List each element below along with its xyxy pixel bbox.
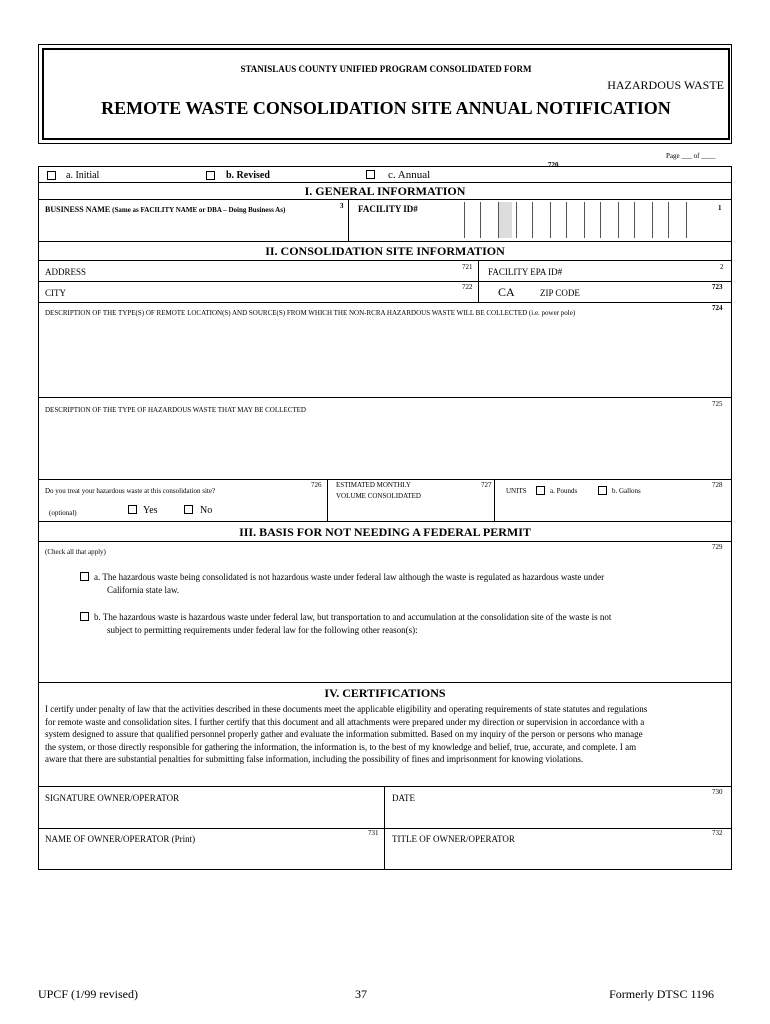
date-label: DATE: [392, 793, 415, 803]
initial-checkbox[interactable]: [47, 171, 56, 180]
other-reasons-input[interactable]: [107, 640, 727, 680]
section-4-title: IV. CERTIFICATIONS: [324, 686, 446, 700]
field-number-728: 728: [712, 481, 723, 489]
annual-checkbox[interactable]: [366, 170, 375, 179]
business-name-label: BUSINESS NAME (Same as FACILITY NAME or DBA – Doing Business As): [45, 205, 286, 214]
pounds-checkbox[interactable]: [536, 486, 545, 495]
revised-label: b. Revised: [226, 170, 270, 181]
divider: [38, 479, 732, 480]
field-number-725: 725: [712, 400, 723, 408]
divider: [38, 397, 732, 398]
field-number-726: 726: [311, 481, 322, 489]
field-number-729: 729: [712, 543, 723, 551]
certification-statement: I certify under penalty of law that the activities described in these documents meet the applicable eligibility and operating requirements of state statutes and regulations for remote waste and consolidation sites. I further certify that this document and all attachments were prepared under my direction or supervision in accordance with a system designed to assure that qualified personnel properly gather and evaluate the information submitted. Based on my inquiry of the person or persons who manage the system, or those directly responsible for gathering the information, the information is, to the best of my knowledge and belief, true, accurate, and complete. I am aware that there are substantial penalties for submitting false information, including the possibility of fines and imprisonment for knowing violations.: [45, 704, 648, 764]
basis-b-text-line-2: subject to permitting requirements under federal law for the following other reason(s):: [107, 625, 418, 635]
field-number-730: 730: [712, 788, 723, 796]
volume-label-line-2: VOLUME CONSOLIDATED: [336, 492, 421, 500]
divider: [38, 521, 732, 522]
owner-name-input[interactable]: [38, 829, 384, 869]
field-number-727: 727: [481, 481, 492, 489]
city-label: CITY: [45, 288, 66, 298]
field-number-2: 2: [720, 263, 724, 271]
state-value: CA: [498, 285, 515, 299]
zip-code-input[interactable]: [580, 282, 730, 302]
field-number-720: 720: [548, 161, 559, 169]
address-label: ADDRESS: [45, 267, 87, 277]
field-number-731: 731: [368, 829, 379, 837]
divider: [327, 479, 328, 521]
section-1-title: I. GENERAL INFORMATION: [304, 184, 466, 198]
facility-id-input[interactable]: [464, 200, 732, 240]
divider: [38, 682, 732, 683]
footer-formerly: Formerly DTSC 1196: [609, 987, 714, 1001]
owner-name-label: NAME OF OWNER/OPERATOR (Print): [45, 834, 196, 844]
annual-label: c. Annual: [388, 169, 431, 181]
owner-title-label: TITLE OF OWNER/OPERATOR: [392, 834, 515, 844]
treat-yes-checkbox[interactable]: [128, 505, 137, 514]
treat-no-checkbox[interactable]: [184, 505, 193, 514]
field-number-723: 723: [712, 283, 723, 291]
footer-form-revision: UPCF (1/99 revised): [38, 987, 138, 1001]
field-number-722: 722: [462, 283, 473, 291]
page-title: REMOTE WASTE CONSOLIDATION SITE ANNUAL NOTIFICATION: [101, 98, 671, 118]
header-box: [42, 48, 730, 140]
section-2-title: II. CONSOLIDATION SITE INFORMATION: [265, 244, 505, 258]
section-3-title: III. BASIS FOR NOT NEEDING A FEDERAL PERMIT: [239, 525, 531, 539]
treat-no-label: No: [200, 505, 213, 516]
divider: [38, 182, 732, 183]
initial-label: a. Initial: [66, 170, 100, 181]
units-label: UNITS: [506, 487, 527, 495]
zip-code-label: ZIP CODE: [540, 288, 580, 298]
remote-location-description-input[interactable]: [38, 330, 732, 396]
basis-b-text-line-1: b. The hazardous waste is hazardous waste under federal law, but transportation to and accumulation at the consolidation site of the waste is not: [94, 612, 612, 622]
form-category: HAZARDOUS WASTE: [607, 78, 724, 92]
remote-location-description-label: DESCRIPTION OF THE TYPE(S) OF REMOTE LOCATION(S) AND SOURCE(S) FROM WHICH THE NON-RCRA HAZARDOUS WASTE WILL BE COLLECTED (i.e. power pole): [45, 309, 576, 317]
check-all-note: (Check all that apply): [45, 548, 106, 556]
volume-input[interactable]: [336, 503, 492, 519]
facility-id-label: FACILITY ID#: [358, 204, 418, 214]
waste-type-description-input[interactable]: [38, 418, 732, 478]
date-input[interactable]: [385, 787, 731, 827]
divider: [348, 199, 349, 241]
business-name-input[interactable]: [38, 214, 348, 240]
signature-input[interactable]: [38, 787, 384, 827]
owner-title-input[interactable]: [385, 829, 731, 869]
gallons-checkbox[interactable]: [598, 486, 607, 495]
address-input[interactable]: [38, 261, 478, 281]
footer-page-number: 37: [355, 987, 367, 1001]
pounds-label: a. Pounds: [550, 487, 578, 495]
signature-label: SIGNATURE OWNER/OPERATOR: [45, 793, 180, 803]
basis-a-text-line-1: a. The hazardous waste being consolidated is not hazardous waste under federal law although the waste is regulated as hazardous waste under: [94, 572, 605, 582]
field-number-724: 724: [712, 304, 723, 312]
page-number-label: Page ___ of ____: [666, 152, 716, 160]
epa-id-label: FACILITY EPA ID#: [488, 267, 563, 277]
basis-b-checkbox[interactable]: [80, 612, 89, 621]
divider: [38, 541, 732, 542]
field-number-1: 1: [718, 204, 722, 212]
treat-question-label: Do you treat your hazardous waste at this consolidation site?: [45, 487, 216, 495]
basis-a-checkbox[interactable]: [80, 572, 89, 581]
treat-yes-label: Yes: [143, 505, 158, 516]
divider: [38, 241, 732, 242]
field-number-732: 732: [712, 829, 723, 837]
optional-label: (optional): [49, 509, 77, 517]
epa-id-input[interactable]: [479, 261, 731, 281]
divider: [38, 302, 732, 303]
city-input[interactable]: [38, 282, 478, 302]
form-name: STANISLAUS COUNTY UNIFIED PROGRAM CONSOLIDATED FORM: [240, 64, 532, 74]
volume-label-line-1: ESTIMATED MONTHLY: [336, 481, 411, 489]
divider: [494, 479, 495, 521]
revised-checkbox[interactable]: [206, 171, 215, 180]
gallons-label: b. Gallons: [612, 487, 641, 495]
field-number-721: 721: [462, 263, 473, 271]
waste-type-description-label: DESCRIPTION OF THE TYPE OF HAZARDOUS WASTE THAT MAY BE COLLECTED: [45, 406, 306, 414]
field-number-3: 3: [340, 202, 344, 210]
basis-a-text-line-2: California state law.: [107, 585, 180, 595]
